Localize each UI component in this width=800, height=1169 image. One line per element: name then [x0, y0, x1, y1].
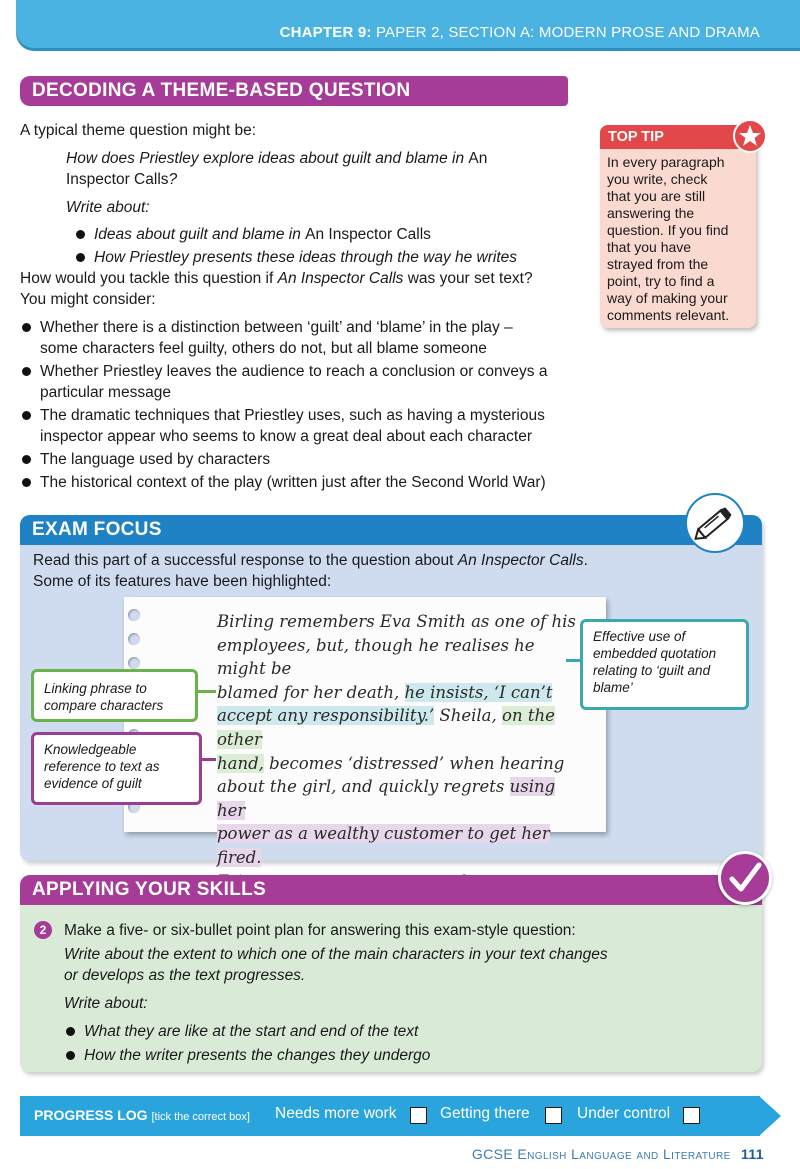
callout-linking: Linking phrase to compare characters	[31, 669, 198, 722]
applying-skills-heading: APPLYING YOUR SKILLS	[20, 875, 762, 905]
tackle-line-1: How would you tackle this question if An Inspector Calls was your set text?	[20, 270, 533, 287]
consider-list	[20, 317, 590, 493]
list-item: How Priestley presents these ideas through the way he writes	[74, 247, 590, 268]
tick-box-getting-there[interactable]	[545, 1107, 562, 1124]
section-heading-decoding: DECODING A THEME-BASED QUESTION	[20, 76, 568, 106]
top-tip-text: In every paragraph you write, check that you are still answering the question. If you find that you have strayed from the point, try to find a way of making your comments relevant.	[607, 154, 730, 323]
list-item: How the writer presents the changes they undergo	[64, 1045, 744, 1066]
list-item: Whether there is a distinction between ‘guilt’ and ‘blame’ in the play – some characters feel guilty, others do not, but all blame someone	[20, 317, 590, 359]
list-item: Whether Priestley leaves the audience to reach a conclusion or conveys a particular message	[20, 361, 590, 403]
progress-option-needs-more-work: Needs more work	[275, 1105, 397, 1122]
checkmark-icon	[718, 851, 772, 905]
callout-reference: Knowledgeable reference to text as evidence of guilt	[31, 732, 202, 805]
progress-log-label: PROGRESS LOG [tick the correct box]	[34, 1107, 250, 1123]
write-about-label: Write about:	[64, 995, 148, 1012]
highlight-quotation: he insists, ‘I can’t	[404, 682, 553, 702]
list-item: The historical context of the play (written just after the Second World War)	[20, 472, 590, 493]
exam-focus-intro: Read this part of a successful response to the question about An Inspector Calls. Some of its features have been highlighted:	[33, 552, 588, 590]
punch-hole	[128, 609, 140, 621]
bullet-icon	[66, 1027, 75, 1036]
bullet-icon	[22, 323, 31, 332]
list-item: Ideas about guilt and blame in An Inspector Calls	[74, 224, 590, 245]
punch-hole	[128, 633, 140, 645]
list-item: The language used by characters	[20, 449, 590, 470]
bullet-icon	[76, 230, 85, 239]
task-question-line-2: or develops as the text progresses.	[64, 967, 306, 984]
star-icon	[733, 119, 767, 153]
connector-line	[200, 758, 216, 761]
punch-hole	[128, 657, 140, 669]
bullet-icon	[22, 455, 31, 464]
bullet-icon	[22, 478, 31, 487]
callout-quotation: Effective use of embedded quotation relating to ‘guilt and blame’	[580, 619, 749, 710]
page-footer	[472, 1146, 764, 1162]
task-question-line-1: Write about the extent to which one of the main characters in your text changes	[64, 946, 608, 963]
tick-box-needs-more-work[interactable]	[410, 1107, 427, 1124]
bullet-icon	[22, 367, 31, 376]
chapter-title: PAPER 2, SECTION A: MODERN PROSE AND DRAMA	[375, 24, 760, 41]
tackle-line-2: You might consider:	[20, 291, 156, 308]
top-tip-title: TOP TIP	[600, 125, 740, 149]
highlight-reference: using her	[217, 777, 556, 820]
applying-body	[64, 920, 744, 1066]
connector-line	[196, 690, 216, 693]
section-decoding-body	[20, 120, 590, 493]
pen-icon	[684, 492, 746, 554]
highlight-linking: hand,	[217, 753, 264, 773]
progress-option-getting-there: Getting there	[440, 1105, 530, 1122]
bullet-icon	[76, 253, 85, 262]
bullet-icon	[66, 1051, 75, 1060]
write-about-label: Write about:	[66, 199, 150, 216]
exam-focus-heading: EXAM FOCUS	[20, 515, 762, 545]
task-text: Make a five- or six-bullet point plan for answering this exam-style question:	[64, 922, 576, 939]
arrow-icon	[759, 1096, 781, 1136]
question-number: 2	[34, 921, 52, 939]
list-item: What they are like at the start and end of the text	[64, 1021, 744, 1042]
write-about-list	[74, 224, 590, 268]
highlight-quotation: accept any responsibility.’	[217, 706, 435, 726]
progress-option-under-control: Under control	[577, 1105, 671, 1122]
highlight-reference: power as a wealthy customer to get her fired.	[217, 824, 550, 867]
chapter-heading	[280, 24, 760, 41]
book-title: GCSE English Language and Literature	[471, 1146, 731, 1162]
highlight-linking: on the other	[217, 706, 555, 749]
chapter-label: CHAPTER 9:	[279, 24, 372, 41]
page-number: 111	[740, 1146, 764, 1162]
question-line-2: Inspector Calls?	[66, 171, 178, 188]
student-response: Birling remembers Eva Smith as one of his employees, but, though he realises he might be blamed for her death, he insists, ‘I can’t accept any responsibility.’ Sheila, on the other hand, becomes ‘distressed’ when hearing about the girl, and quickly regrets using her power as a wealthy customer to get her fired.	[217, 612, 576, 867]
applying-list	[64, 1021, 744, 1066]
tick-box-under-control[interactable]	[683, 1107, 700, 1124]
bullet-icon	[22, 411, 31, 420]
question-line-1: How does Priestley explore ideas about guilt and blame in An	[66, 150, 488, 167]
list-item: The dramatic techniques that Priestley uses, such as having a mysterious inspector appear who seems to know a great deal about each character	[20, 405, 590, 447]
intro-text: A typical theme question might be:	[20, 122, 257, 139]
